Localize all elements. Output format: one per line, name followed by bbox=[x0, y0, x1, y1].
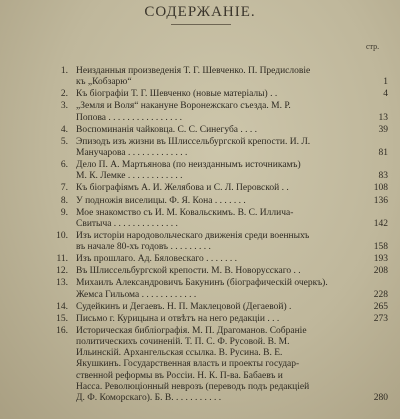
entry-text-line: Манучарова . . . . . . . . . . . . . bbox=[76, 147, 188, 158]
entry-page-number: 39 bbox=[378, 124, 388, 135]
entry-number: 3. bbox=[60, 101, 68, 112]
entry-number: 10. bbox=[56, 230, 68, 241]
title-rule bbox=[171, 24, 231, 25]
entry-page-number: 136 bbox=[373, 195, 388, 206]
entry-number: 6. bbox=[60, 160, 68, 171]
entry-page-number: 158 bbox=[373, 242, 388, 253]
entry-text-line: Историческая библіографія. М. П. Драгоманов. Собраніе bbox=[76, 325, 307, 336]
entry-page-number: 193 bbox=[373, 254, 388, 265]
entry-text-line: къ „Кобзарю“ bbox=[76, 77, 132, 88]
entry-text-line: въ начале 80-хъ годовъ . . . . . . . . . bbox=[76, 242, 211, 253]
page-column-header: стр. bbox=[366, 42, 380, 51]
entry-text-line: Михаилъ Александровичъ Бакунинъ (біографическій очеркъ). bbox=[76, 278, 328, 289]
entry-page-number: 4 bbox=[383, 89, 388, 100]
entry-page-number: 81 bbox=[378, 147, 388, 158]
entry-number: 14. bbox=[56, 301, 68, 312]
entry-text-line: Якушкинъ. Государственная власть и проекты государ- bbox=[76, 359, 300, 370]
entry-text-line: Письмо г. Курицына и отвѣтъ на него редакціи . . . bbox=[76, 313, 280, 324]
entry-page-number: 228 bbox=[373, 289, 388, 300]
entry-number: 13. bbox=[56, 278, 68, 289]
entry-text-line: Къ біографіи Т. Г. Шевченко (новые матеріалы) . . bbox=[76, 89, 278, 100]
entry-page-number: 13 bbox=[378, 112, 388, 123]
entry-page-number: 142 bbox=[373, 218, 388, 229]
page-title: СОДЕРЖАНІЕ. bbox=[144, 4, 256, 20]
entry-text-line: Эпизодъ изъ жизни въ Шлиссельбургской крепости. И. Л. bbox=[76, 136, 311, 147]
entry-text-line: Д. Ф. Коморскаго). Б. В. . . . . . . . . . . bbox=[76, 393, 222, 404]
entry-number: 2. bbox=[60, 89, 68, 100]
entry-number: 11. bbox=[56, 254, 68, 265]
entry-text-line: Дело П. А. Мартьянова (по неизданнымъ источникамъ) bbox=[76, 160, 301, 171]
entry-text-line: Свитыча . . . . . . . . . . . . . . bbox=[76, 218, 178, 229]
entry-number: 8. bbox=[60, 195, 68, 206]
entry-number: 12. bbox=[56, 266, 68, 277]
entry-text-line: Жемса Гильома . . . . . . . . . . . . bbox=[76, 289, 197, 300]
entry-text-line: Ильинскій. Архангельская ссылка. В. Русина. В. Е. bbox=[76, 348, 283, 359]
entry-text-line: Мое знакомство съ И. М. Ковальскимъ. В. С. Иллича- bbox=[76, 207, 294, 218]
entry-text-line: Попова . . . . . . . . . . . . . . . . bbox=[76, 112, 183, 123]
entry-number: 15. bbox=[56, 313, 68, 324]
entry-text-line: Въ Шлиссельбургской крепости. М. В. Новорусскаго . . bbox=[76, 266, 301, 277]
entry-page-number: 280 bbox=[373, 393, 388, 404]
entry-number: 16. bbox=[56, 325, 68, 336]
entry-number: 5. bbox=[60, 136, 68, 147]
entry-number: 1. bbox=[60, 66, 68, 76]
entry-page-number: 1 bbox=[383, 77, 388, 88]
entry-number: 9. bbox=[60, 207, 68, 218]
entry-text-line: М. К. Лемке . . . . . . . . . . . . bbox=[76, 171, 183, 182]
entry-page-number: 83 bbox=[378, 171, 388, 182]
entry-text-line: Изъ прошлаго. Ад. Бяловескаго . . . . . . . bbox=[76, 254, 237, 265]
entry-number: 7. bbox=[60, 183, 68, 194]
entry-text-line: Къ біографіямъ А. И. Желябова и С. Л. Перовской . . bbox=[76, 183, 289, 194]
entry-text-line: У подножія виселицы. Ф. Я. Кона . . . . . . . bbox=[76, 195, 246, 206]
entry-text-line: „Земля и Воля“ накануне Воронежскаго съезда. М. Р. bbox=[76, 101, 291, 112]
entry-page-number: 273 bbox=[373, 313, 388, 324]
entry-page-number: 108 bbox=[373, 183, 388, 194]
entry-text-line: Неизданныя произведенія Т. Г. Шевченко. П. Предисловіе bbox=[76, 66, 311, 76]
entry-number: 4. bbox=[60, 124, 68, 135]
entry-page-number: 265 bbox=[373, 301, 388, 312]
entry-text-line: Судейкинъ и Дегаевъ. Н. П. Маклецовой (Дегаевой) . bbox=[76, 301, 292, 312]
entry-text-line: Воспоминанія чайковца. С. С. Синегуба . . . . bbox=[76, 124, 258, 135]
entry-text-line: Насса. Революціонный неврозъ (переводъ подъ редакціей bbox=[76, 381, 310, 392]
entry-text-line: ственной реформы въ Россіи. Н. К. П-ва. Бабаевъ и bbox=[76, 370, 283, 381]
entry-text-line: политическихъ сочиненій. Т. П. С. Ф. Русовой. В. М. bbox=[76, 337, 290, 348]
entry-page-number: 208 bbox=[373, 266, 388, 277]
entry-text-line: Изъ исторіи народовольческаго движенія среди военныхъ bbox=[76, 230, 310, 241]
